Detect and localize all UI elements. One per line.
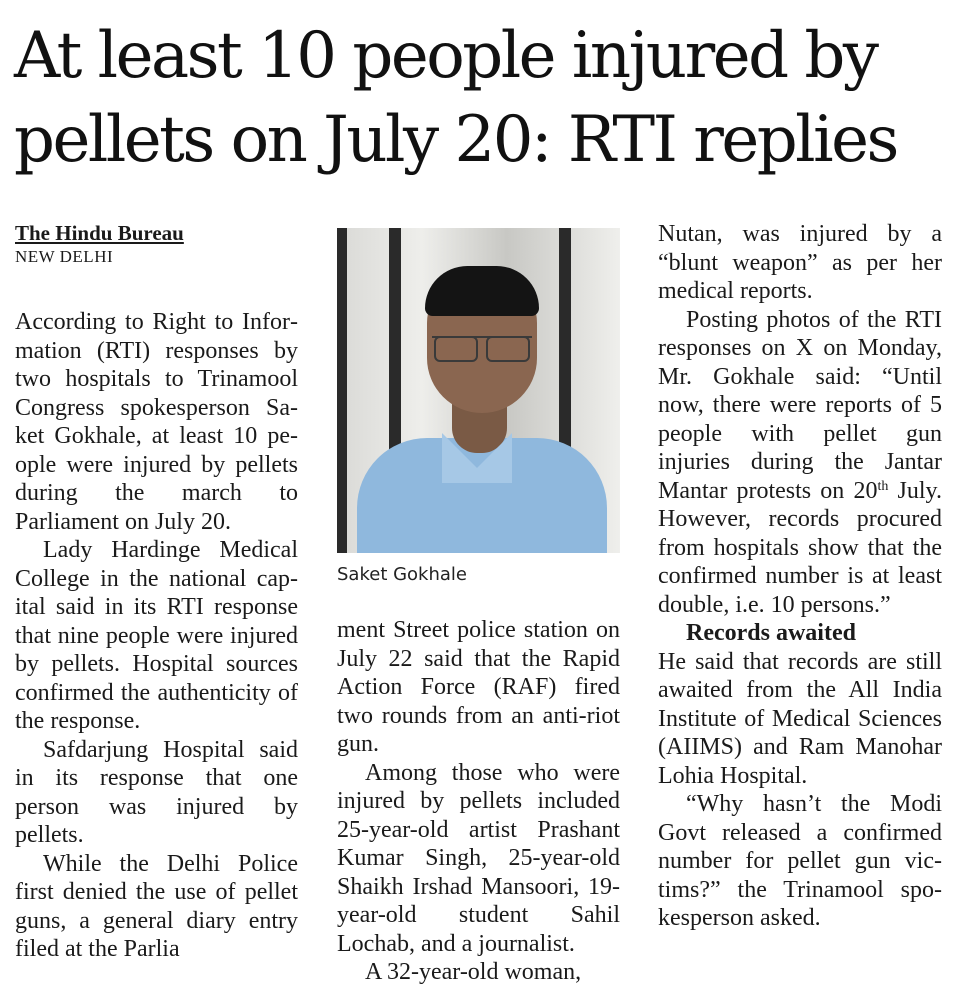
- paragraph: Lady Hardinge Medical College in the national capital said in its RTI response that nine people were injured by pellets. Hospital sources confirmed the authenticity of the response.: [15, 537, 298, 734]
- photo-hair: [425, 266, 539, 316]
- paragraph: A 32-year-old woman,: [365, 959, 582, 985]
- article-column-1: [15, 220, 298, 964]
- byline-author: The Hindu Bureau: [15, 221, 184, 245]
- photo-bar: [337, 228, 347, 553]
- paragraph: Among those who were injured by pellets included 25-year-old artist Prashant Kumar Singh, 25-year-old Shaikh Irshad Mansoori, 19-year-old student Sahil Lochab, and a journalist.: [337, 759, 620, 957]
- paragraph: While the Delhi Police first denied the use of pellet guns, a general diary entry filed at the Parlia: [15, 850, 298, 962]
- quote-start: Posting photos of the RTI responses on X on Monday, Mr. Gokhale said: “Until now, there were reports of 5 people with pellet gun injuries during the Jantar Mantar protests on: [658, 306, 942, 504]
- paragraph: He said that records are still awaited from the All India Institute of Medical Sciences (AIIMS) and Ram Manohar Lohia Hospital.: [658, 648, 942, 789]
- photo-shirt: [357, 438, 607, 553]
- paragraph: According to Right to Information (RTI) responses by two hospitals to Trinamool Congress spokesperson Saket Gokhale, at least 10 people were injured by pellets during the march to Parliament on July 20.: [15, 309, 298, 535]
- paragraph: Safdarjung Hospital said in its response that one person was injured by pellets.: [15, 736, 298, 848]
- paragraph: Nutan, was injured by a “blunt weapon” as per her medical reports.: [658, 221, 942, 304]
- article-column-2: [337, 616, 620, 987]
- quote-end: July. However, records procured from hospitals show that the confirmed number is at least double, i.e. 10 persons.”: [658, 477, 942, 618]
- date-ordinal: th: [877, 478, 889, 494]
- byline-dateline: NEW DELHI: [15, 247, 114, 266]
- subhead: Records awaited: [686, 620, 856, 646]
- article-photo: [337, 228, 620, 553]
- paragraph: [658, 306, 942, 620]
- date-day: 20: [853, 477, 878, 504]
- headline: At least 10 people injured by pellets on July 20: RTI replies: [14, 19, 897, 177]
- article-column-3: [658, 220, 942, 933]
- paragraph: “Why hasn’t the Modi Govt released a confirmed number for pellet gun victims?” the Trinamool spokesperson asked.: [658, 791, 942, 931]
- photo-caption: Saket Gokhale: [337, 564, 467, 585]
- paragraph: ment Street police station on July 22 said that the Rapid Action Force (RAF) fired two rounds from an anti-riot gun.: [337, 617, 620, 757]
- photo-glasses: [432, 336, 532, 358]
